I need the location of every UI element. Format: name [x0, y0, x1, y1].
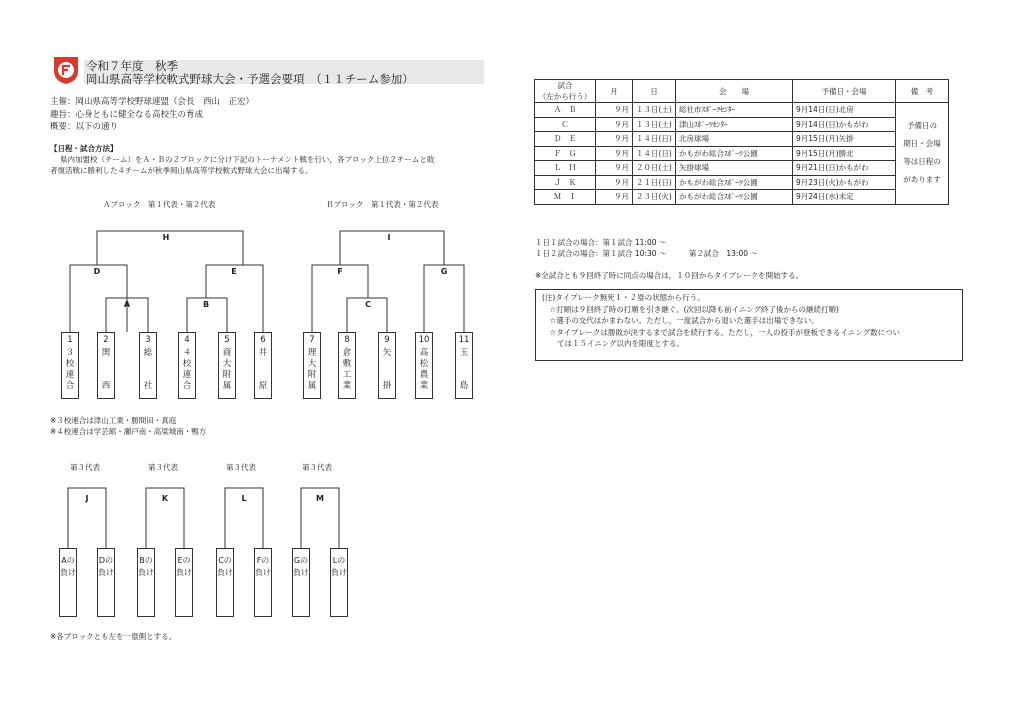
cell-day: １４日(日) [633, 132, 676, 147]
team-name: 矢 掛 [382, 348, 392, 391]
table-row [535, 175, 949, 190]
cell-day: １４日(日) [633, 146, 676, 161]
loser-label: Lの負け [331, 556, 347, 577]
cell-venue: 北房球場 [676, 132, 793, 147]
team-name: ３ 校 連 合 [65, 348, 75, 391]
loser-label: Eの負け [176, 556, 192, 577]
node-h: H [162, 233, 170, 242]
method-heading: 【日程・試合方法】 [50, 144, 118, 153]
team-number: 2 [103, 335, 109, 345]
cell-venue: 津山ｽﾎﾟｰﾂｾﾝﾀｰ [676, 117, 793, 132]
rule-line: (注)タイブレーク無死１・２塁の状態から行う。 [542, 293, 705, 302]
team-box-4 [178, 332, 196, 399]
node-e: E [231, 267, 237, 276]
purpose-line: 趣旨：心身ともに健全なる高校生の育成 [50, 110, 204, 120]
union-note-4: ※４校連合は学芸館・瀬戸南・高梁城南・鴨方 [50, 427, 207, 436]
team-number: 1 [67, 335, 73, 345]
cell-reserve: 9月21日(日)かもがわ [793, 161, 896, 176]
rule-line: ては１５イニング以内を限度とする。 [542, 339, 685, 348]
schedule-table [534, 79, 949, 205]
node-g: G [440, 267, 448, 276]
cell-venue: かもがわ総合ｽﾎﾟｰﾂ公園 [676, 190, 793, 205]
loser-box [59, 548, 77, 617]
table-row [535, 190, 949, 205]
cell-day: １３日(土) [633, 117, 676, 132]
team-box-11 [455, 332, 473, 399]
third-label-m: 第３代表 [302, 463, 332, 472]
cell-month: ９月 [596, 103, 633, 118]
loser-label: Gの負け [293, 556, 309, 577]
bottom-note: ※各ブロックとも左を一塁側とする。 [50, 632, 177, 641]
team-number: 6 [260, 335, 266, 345]
node-f: F [337, 267, 343, 276]
loser-label: Fの負け [255, 556, 271, 577]
node-j: J [85, 494, 89, 503]
team-number: 7 [309, 335, 315, 345]
loser-box [254, 548, 272, 617]
cell-match: Ｍ Ｉ [535, 190, 596, 205]
cell-match: Ｌ Ｈ [535, 161, 596, 176]
team-number: 8 [344, 335, 350, 345]
loser-box [292, 548, 310, 617]
team-box-1 [61, 332, 79, 399]
node-i: I [387, 233, 391, 242]
cell-reserve: 9月14日(日)北房 [793, 103, 896, 118]
organizer-line: 主催：岡山県高等学校野球連盟（会長 西山 正宏） [50, 97, 255, 107]
team-number: 10 [418, 335, 430, 345]
cell-day: １３日(土) [633, 103, 676, 118]
team-name: 関 西 [101, 348, 111, 391]
loser-label: Dの負け [98, 556, 114, 577]
team-number: 4 [184, 335, 190, 345]
node-c: C [365, 300, 371, 309]
cell-month: ９月 [596, 146, 633, 161]
cell-venue: 矢掛球場 [676, 161, 793, 176]
cell-match: Ｃ [535, 117, 596, 132]
cell-month: ９月 [596, 132, 633, 147]
rule-line: ☆タイブレークは勝敗が決するまで試合を続行する。ただし，一人の投手が登板できるイニング数につい [542, 327, 900, 337]
schedule-header-row [535, 80, 949, 103]
cell-day: ２３日(火) [633, 190, 676, 205]
team-box-10 [415, 332, 433, 399]
team-number: 3 [145, 335, 151, 345]
cell-reserve: 9月14日(日)かもがわ [793, 117, 896, 132]
table-row [535, 132, 949, 147]
time-double: １日２試合の場合：第１試合 10:30 ～ 第２試合 13:00 ～ [535, 249, 758, 258]
cell-reserve: 9月15日(月)矢掛 [793, 132, 896, 147]
tiebreak-rules-box [535, 289, 963, 361]
team-name: 商 大 附 属 [222, 348, 232, 391]
cell-match: Ｆ Ｇ [535, 146, 596, 161]
table-row [535, 146, 949, 161]
header-match-sub: （左から行う） [538, 92, 592, 101]
cell-match: Ｊ Ｋ [535, 175, 596, 190]
node-l: L [241, 494, 247, 503]
loser-box [97, 548, 115, 617]
team-box-6 [254, 332, 272, 399]
cell-day: ２０日(土) [633, 161, 676, 176]
header-match [535, 80, 596, 103]
team-name: 高 松 農 業 [419, 348, 429, 391]
method-line2: 者復活戦に勝利した４チームが秋季岡山県高等学校軟式野球大会に出場する。 [50, 166, 313, 175]
loser-label: Cの負け [217, 556, 233, 577]
loser-label: Aの負け [60, 556, 76, 577]
team-name: 総 社 [143, 348, 153, 391]
cell-month: ９月 [596, 117, 633, 132]
team-name: 井 原 [258, 348, 268, 391]
loser-box [137, 548, 155, 617]
node-d: D [93, 267, 101, 276]
header-title-line2: 岡山県高等学校軟式野球大会・予選会要項 （１１チーム参加） [86, 72, 414, 86]
node-k: K [161, 494, 169, 503]
third-label-l: 第３代表 [226, 463, 256, 472]
header-month: 月 [596, 80, 633, 103]
team-box-9 [378, 332, 396, 399]
team-number: 5 [224, 335, 230, 345]
overview-line: 概要：以下の通り [50, 122, 119, 132]
table-row [535, 103, 949, 118]
cell-reserve: 9月24日(水)未定 [793, 190, 896, 205]
node-m: M [316, 494, 324, 503]
team-box-7 [303, 332, 321, 399]
team-box-2 [97, 332, 115, 399]
cell-venue: かもがわ総合ｽﾎﾟｰﾂ公園 [676, 146, 793, 161]
cell-match: Ｄ Ｅ [535, 132, 596, 147]
third-label-j: 第３代表 [70, 463, 100, 472]
cell-venue: かもがわ総合ｽﾎﾟｰﾂ公園 [676, 175, 793, 190]
team-box-3 [139, 332, 157, 399]
cell-reserve: 9月15日(月)勝北 [793, 146, 896, 161]
team-box-8 [338, 332, 356, 399]
header-reserve: 予備日・会場 [793, 80, 896, 103]
team-box-5 [218, 332, 236, 399]
method-line1: 県内加盟校（チーム）をＡ・Ｂの２ブロックに分け下記のトーナメント戦を行い，各ブロック上位２チームと敗 [60, 155, 435, 164]
cell-match: Ａ Ｂ [535, 103, 596, 118]
cell-month: ９月 [596, 190, 633, 205]
cell-reserve: 9月23日(火)かもがわ [793, 175, 896, 190]
team-name: ４ 校 連 合 [182, 348, 192, 391]
tiebreak-note: ※全試合とも９回終了時に同点の場合は，１０回からタイブレークを開始する。 [535, 271, 804, 280]
loser-box [175, 548, 193, 617]
cell-month: ９月 [596, 175, 633, 190]
header-title-line1: 令和７年度 秋季 [86, 59, 178, 73]
third-label-k: 第３代表 [148, 463, 178, 472]
cell-remarks [896, 103, 949, 205]
node-a: A [123, 300, 131, 309]
cell-day: ２１日(日) [633, 175, 676, 190]
union-note-3: ※３校連合は津山工業・勝間田・真庭 [50, 416, 177, 425]
table-row [535, 161, 949, 176]
team-number: 11 [458, 335, 470, 345]
table-row [535, 117, 949, 132]
time-single: １日１試合の場合：第１試合 11:00 ～ [535, 238, 667, 247]
cell-month: ９月 [596, 161, 633, 176]
loser-label: Bの負け [138, 556, 154, 577]
cell-venue: 総社市ｽﾎﾟｰﾂｾﾝﾀｰ [676, 103, 793, 118]
team-name: 倉 敷 工 業 [342, 348, 352, 391]
team-name: 理 大 附 属 [307, 348, 317, 391]
header-venue: 会 場 [676, 80, 793, 103]
team-name: 玉 島 [459, 348, 469, 391]
header-match-label: 試合 [557, 81, 573, 90]
remark-line: 等は日程の [903, 157, 941, 167]
header-remarks: 備 考 [896, 80, 949, 103]
loser-box [216, 548, 234, 617]
remark-line: 期日・会場 [903, 139, 941, 149]
node-b: B [202, 300, 210, 309]
team-number: 9 [384, 335, 390, 345]
loser-box [330, 548, 348, 617]
block-b-label: Ｂブロック 第１代表・第２代表 [326, 200, 439, 209]
rule-line: ☆打順は９回終了時の打順を引き継ぐ。(次回以降も前イニング終了後からの継続打順) [542, 304, 839, 314]
rule-line: ☆選手の交代はかまわない。ただし，一度試合から退いた選手は出場できない。 [542, 316, 819, 325]
remark-line: があります [903, 175, 941, 185]
remark-line: 予備日の [907, 121, 937, 131]
header-day: 日 [633, 80, 676, 103]
block-a-label: Ａブロック 第１代表・第２代表 [103, 200, 216, 209]
